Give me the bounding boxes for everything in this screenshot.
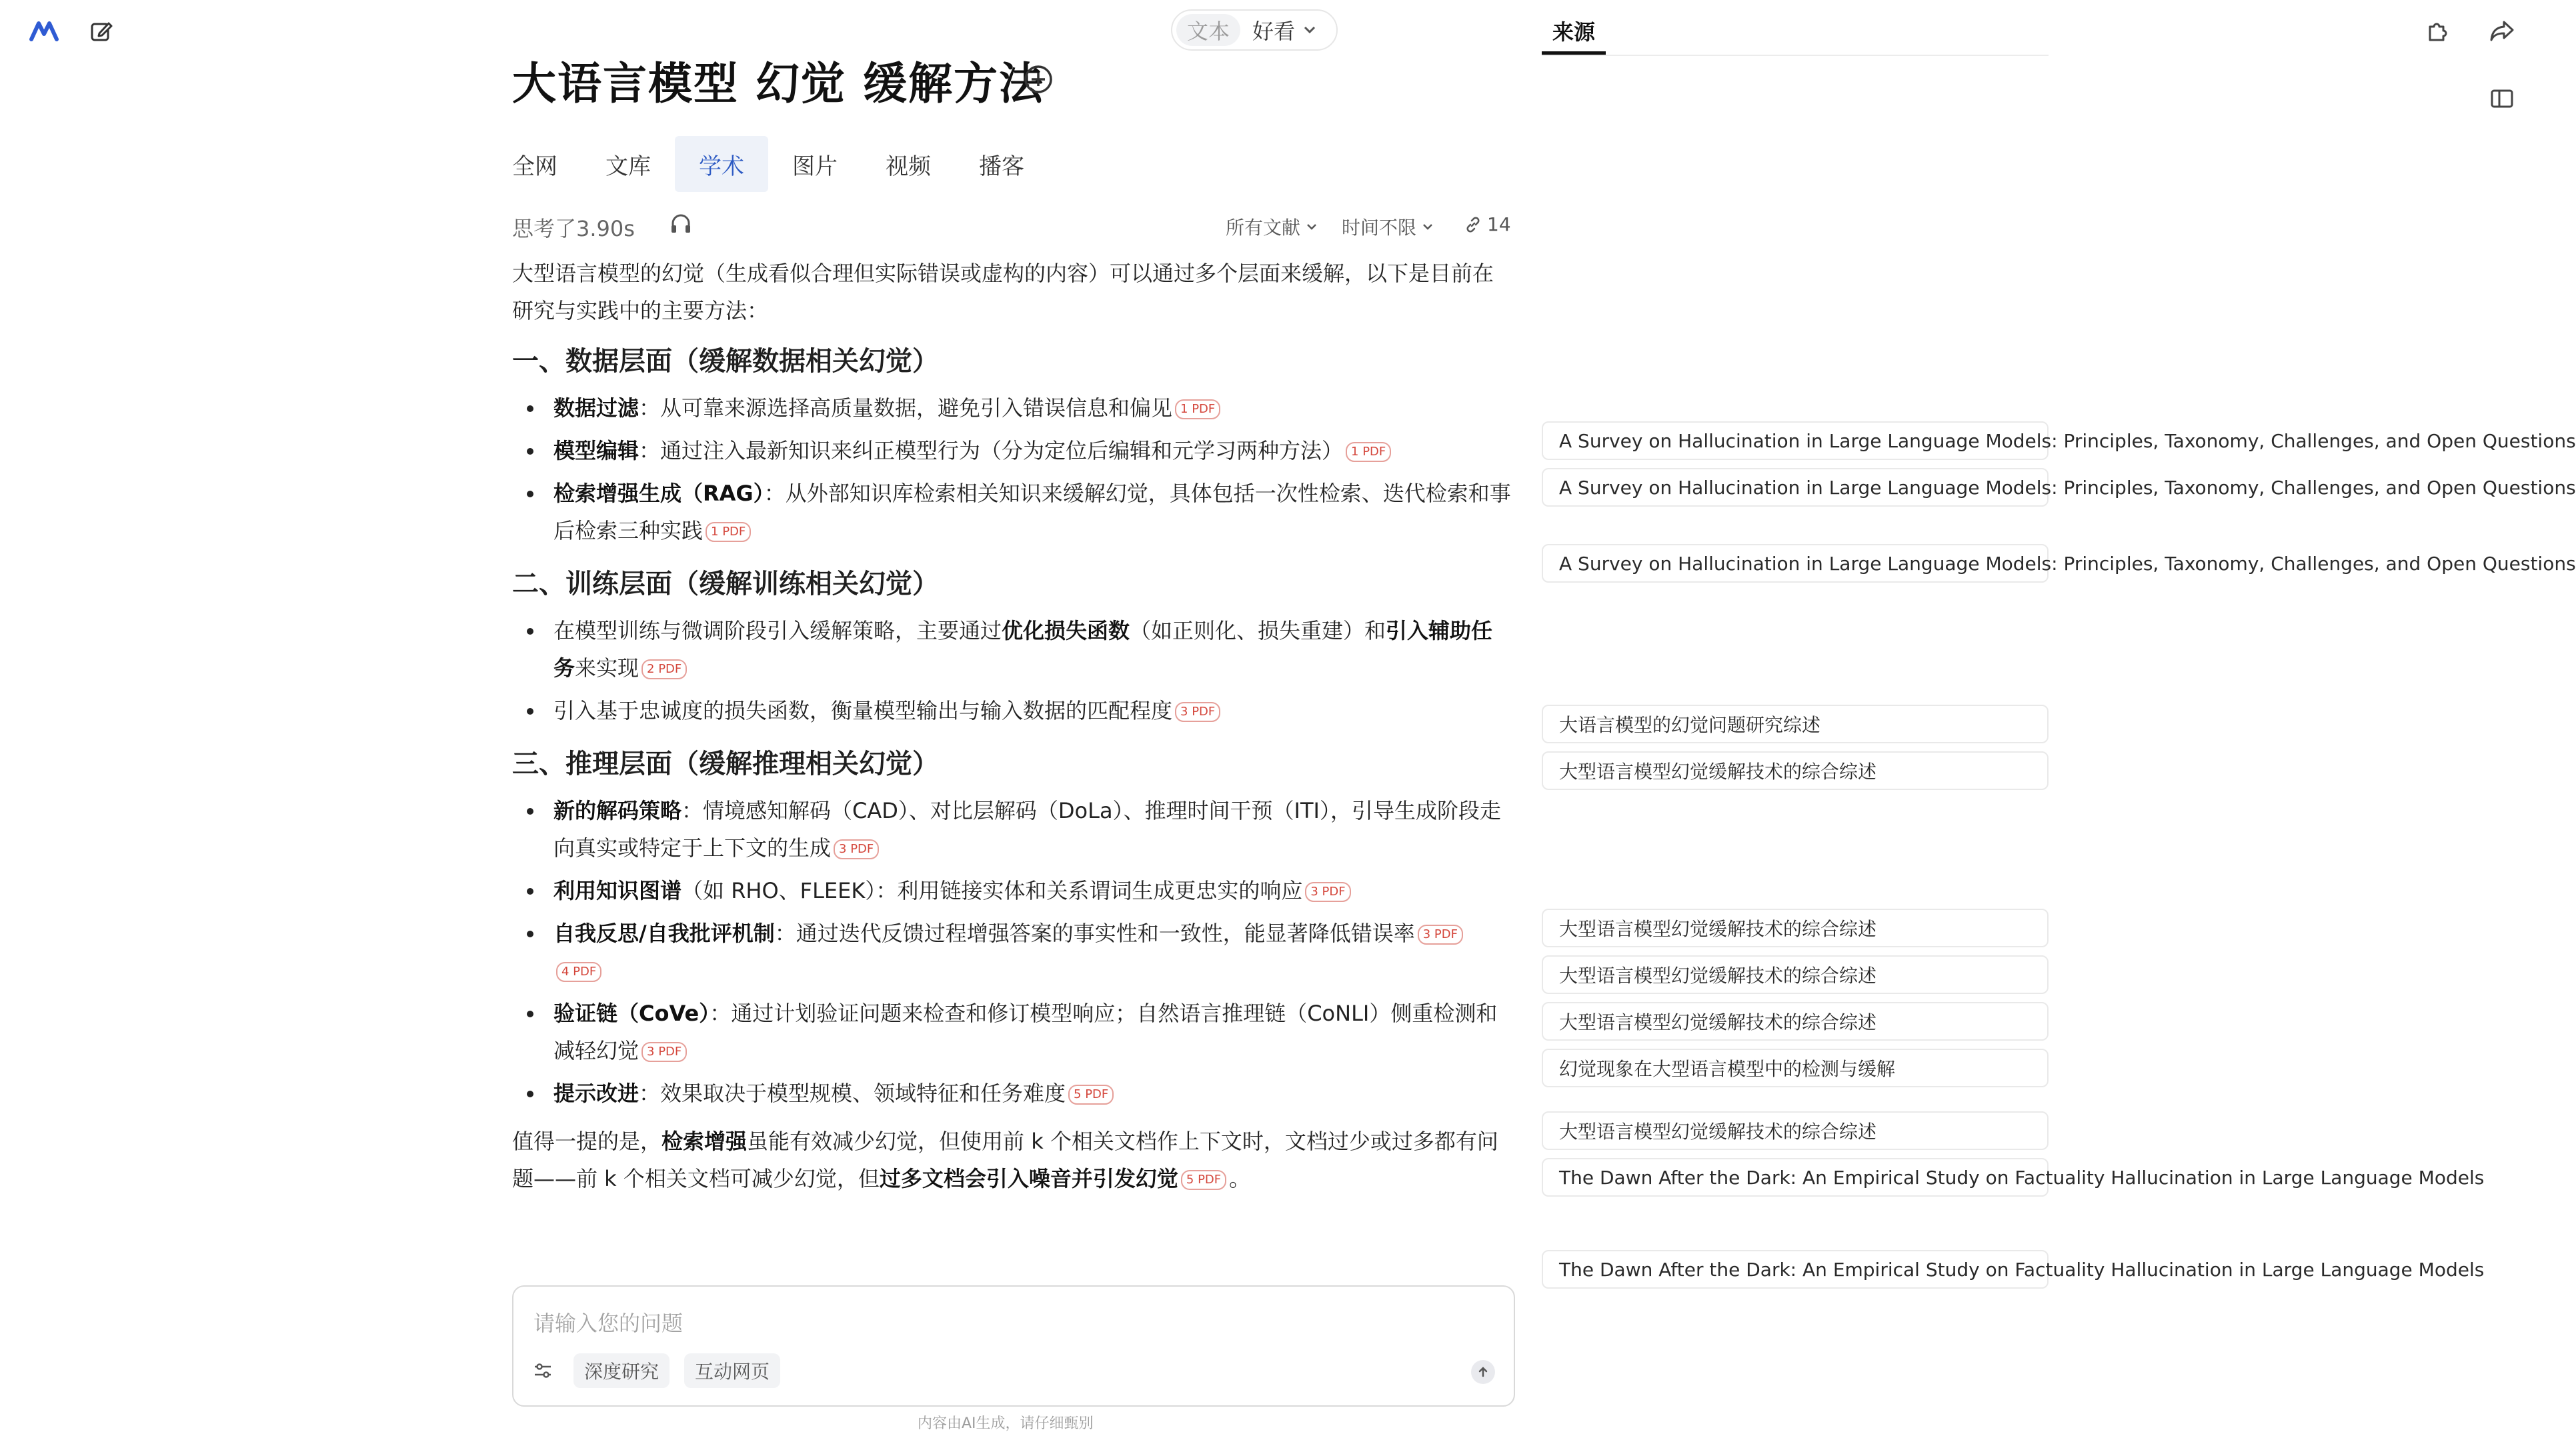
tab-academic[interactable]: 学术 bbox=[675, 136, 768, 192]
sources-header bbox=[1542, 9, 2049, 56]
source-item[interactable]: The Dawn After the Dark: An Empirical Study on Factuality Hallucination in Large Language Models bbox=[1542, 1158, 2049, 1197]
add-circle-icon[interactable] bbox=[1023, 64, 1054, 95]
deep-research-chip[interactable]: 深度研究 bbox=[573, 1353, 670, 1388]
source-item[interactable]: 大型语言模型幻觉缓解技术的综合综述 bbox=[1542, 1111, 2049, 1150]
ai-disclaimer: 内容由AI生成，请仔细甄别 bbox=[918, 1415, 1094, 1432]
pdf-citation[interactable]: 5 PDF bbox=[1181, 1170, 1226, 1190]
list-item: 在模型训练与微调阶段引入缓解策略，主要通过优化损失函数（如正则化、损失重建）和引入辅助任务来实现 2 PDF bbox=[512, 612, 1512, 687]
section-heading: 三、推理层面（缓解推理相关幻觉） bbox=[512, 749, 939, 779]
pdf-citation[interactable]: 1 PDF bbox=[1346, 442, 1391, 462]
source-item[interactable]: 大型语言模型幻觉缓解技术的综合综述 bbox=[1542, 751, 2049, 790]
pdf-citation[interactable]: 2 PDF bbox=[641, 659, 687, 679]
answer-closing: 值得一提的是，检索增强虽能有效减少幻觉，但使用前 k 个相关文档作上下文时，文档过少或过多都有问题——前 k 个相关文档可减少幻觉，但过多文档会引入噪音并引发幻觉 5 PDF 。 bbox=[512, 1129, 1498, 1191]
answer-content bbox=[512, 255, 1512, 1197]
chevron-down-icon bbox=[1303, 25, 1316, 35]
settings-sliders-icon[interactable] bbox=[532, 1360, 553, 1384]
filter-time[interactable] bbox=[1342, 213, 1434, 240]
new-chat-icon[interactable] bbox=[87, 17, 116, 46]
question-input[interactable]: 请输入您的问题 bbox=[533, 1311, 684, 1336]
mode-select-label: 好看 bbox=[1252, 19, 1296, 44]
filter-documents[interactable] bbox=[1226, 213, 1318, 240]
interactive-web-chip[interactable]: 互动网页 bbox=[684, 1353, 780, 1388]
list-item: 引入基于忠诚度的损失函数，衡量模型输出与输入数据的匹配程度 3 PDF bbox=[512, 692, 1512, 729]
pdf-citation[interactable]: 3 PDF bbox=[1175, 702, 1220, 722]
list-item: 提示改进：效果取决于模型规模、领域特征和任务难度 5 PDF bbox=[512, 1075, 1512, 1112]
list-item: 自我反思/自我批评机制：通过迭代反馈过程增强答案的事实性和一致性，能显著降低错误率 3 PDF4 PDF bbox=[512, 915, 1512, 989]
chevron-down-icon bbox=[1422, 223, 1434, 231]
mode-select[interactable] bbox=[1252, 15, 1316, 45]
source-item[interactable]: 大型语言模型幻觉缓解技术的综合综述 bbox=[1542, 909, 2049, 947]
source-item[interactable]: 大型语言模型幻觉缓解技术的综合综述 bbox=[1542, 1002, 2049, 1041]
source-item[interactable]: A Survey on Hallucination in Large Language Models: Principles, Taxonomy, Challenges, and Open Questions bbox=[1542, 468, 2049, 507]
pdf-citation[interactable]: 3 PDF bbox=[1418, 925, 1463, 945]
chevron-down-icon bbox=[1306, 223, 1318, 231]
tab-sources[interactable]: 来源 bbox=[1542, 9, 1606, 55]
tab-web[interactable]: 全网 bbox=[512, 153, 557, 180]
list-item: 检索增强生成（RAG）：从外部知识库检索相关知识来缓解幻觉，具体包括一次性检索、迭代检索和事后检索三种实践 1 PDF bbox=[512, 475, 1512, 549]
send-arrow-icon[interactable] bbox=[1471, 1360, 1495, 1384]
page-title: 大语言模型 幻觉 缓解方法 bbox=[512, 58, 1044, 109]
source-item[interactable]: The Dawn After the Dark: An Empirical Study on Factuality Hallucination in Large Language Models bbox=[1542, 1250, 2049, 1289]
search-tabs bbox=[512, 136, 1048, 192]
mode-toggle[interactable] bbox=[1171, 9, 1338, 51]
pdf-citation[interactable]: 1 PDF bbox=[706, 522, 751, 542]
headphone-icon[interactable] bbox=[669, 212, 694, 237]
link-count[interactable] bbox=[1464, 213, 1511, 235]
source-item[interactable]: 大语言模型的幻觉问题研究综述 bbox=[1542, 705, 2049, 743]
list-item: 新的解码策略：情境感知解码（CAD）、对比层解码（DoLa）、推理时间干预（ITI），引导生成阶段走向真实或特定于上下文的生成 3 PDF bbox=[512, 792, 1512, 867]
pdf-citation[interactable]: 3 PDF bbox=[1305, 882, 1350, 902]
share-icon[interactable] bbox=[2486, 15, 2518, 47]
list-item: 利用知识图谱（如 RHO、FLEEK）：利用链接实体和关系谓词生成更忠实的响应 3 PDF bbox=[512, 872, 1512, 909]
tab-video[interactable]: 视频 bbox=[886, 153, 931, 180]
section-heading: 二、训练层面（缓解训练相关幻觉） bbox=[512, 569, 939, 599]
filter-documents-label: 所有文献 bbox=[1226, 217, 1301, 239]
link-count-value: 14 bbox=[1487, 213, 1511, 235]
pdf-citation[interactable]: 1 PDF bbox=[1175, 399, 1220, 419]
mode-chip-text[interactable]: 文本 bbox=[1176, 14, 1240, 46]
thinking-time[interactable]: 思考了3.90s bbox=[512, 216, 635, 241]
tab-images[interactable]: 图片 bbox=[792, 153, 838, 180]
plugin-icon[interactable] bbox=[2421, 15, 2453, 47]
source-item[interactable]: 幻觉现象在大型语言模型中的检测与缓解 bbox=[1542, 1049, 2049, 1087]
pdf-citation[interactable]: 4 PDF bbox=[556, 962, 601, 982]
source-item[interactable]: A Survey on Hallucination in Large Language Models: Principles, Taxonomy, Challenges, and Open Questions bbox=[1542, 421, 2049, 460]
source-item[interactable]: 大型语言模型幻觉缓解技术的综合综述 bbox=[1542, 955, 2049, 994]
pdf-citation[interactable]: 5 PDF bbox=[1068, 1085, 1114, 1105]
tab-podcast[interactable]: 播客 bbox=[979, 153, 1024, 180]
logo-icon[interactable] bbox=[29, 17, 59, 46]
question-input-box[interactable] bbox=[512, 1285, 1515, 1407]
tab-library[interactable]: 文库 bbox=[605, 153, 651, 180]
list-item: 验证链（CoVe）：通过计划验证问题来检查和修订模型响应；自然语言推理链（CoNLI）侧重检测和减轻幻觉 3 PDF bbox=[512, 995, 1512, 1069]
filter-time-label: 时间不限 bbox=[1342, 217, 1417, 239]
section-heading: 一、数据层面（缓解数据相关幻觉） bbox=[512, 346, 939, 377]
list-item: 数据过滤：从可靠来源选择高质量数据，避免引入错误信息和偏见 1 PDF bbox=[512, 389, 1512, 427]
sidebar-toggle-icon[interactable] bbox=[2486, 83, 2518, 115]
list-item: 模型编辑：通过注入最新知识来纠正模型行为（分为定位后编辑和元学习两种方法） 1 PDF bbox=[512, 432, 1512, 469]
answer-intro: 大型语言模型的幻觉（生成看似合理但实际错误或虚构的内容）可以通过多个层面来缓解，以下是目前在研究与实践中的主要方法： bbox=[512, 261, 1494, 323]
source-item[interactable]: A Survey on Hallucination in Large Language Models: Principles, Taxonomy, Challenges, and Open Questions bbox=[1542, 544, 2049, 583]
pdf-citation[interactable]: 3 PDF bbox=[641, 1042, 687, 1062]
pdf-citation[interactable]: 3 PDF bbox=[834, 839, 879, 859]
link-icon bbox=[1464, 216, 1482, 233]
